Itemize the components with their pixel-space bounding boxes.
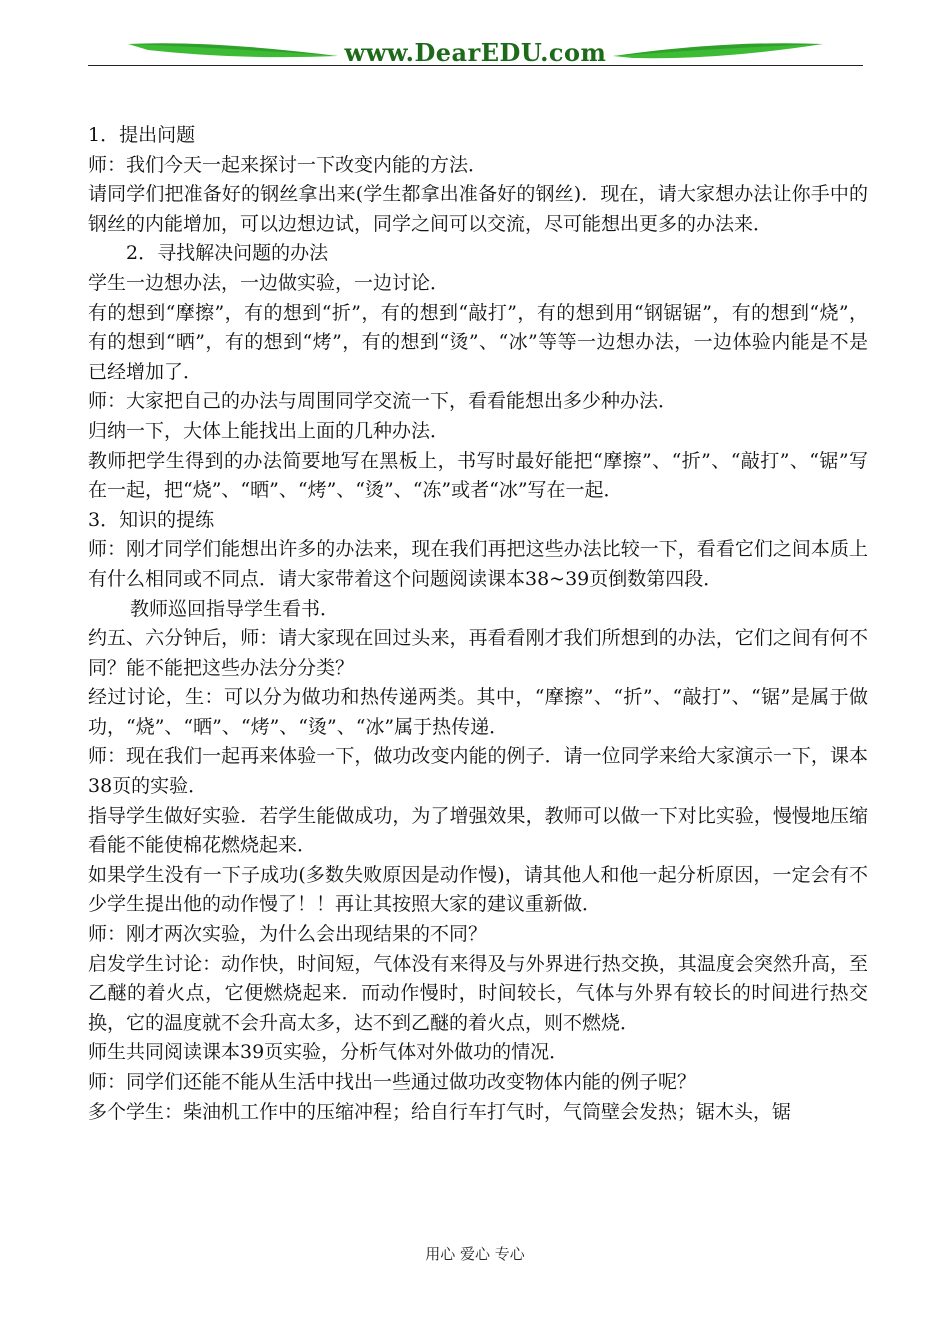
paragraph: 请同学们把准备好的钢丝拿出来(学生都拿出准备好的钢丝)．现在，请大家想办法让你手中的钢丝的内能增加，可以边想边试，同学之间可以交流，尽可能想出更多的办法来． — [88, 183, 868, 235]
paragraph: 教师把学生得到的办法简要地写在黑板上，书写时最好能把“摩擦”、“折”、“敲打”、“锯”写在一起，把“烧”、“晒”、“烤”、“烫”、“冻”或者“冰”写在一起． — [88, 449, 868, 502]
paragraph: 归纳一下，大体上能找出上面的几种办法． — [88, 419, 450, 442]
header-divider — [88, 65, 863, 66]
paragraph: 师：同学们还能不能从生活中找出一些通过做功改变物体内能的例子呢？ — [88, 1071, 697, 1093]
site-logo: www.DearEDU.com — [344, 38, 607, 67]
paragraph: 如果学生没有一下子成功(多数失败原因是动作慢)，请其他人和他一起分析原因，一定会有不少学生提出他的动作慢了！！再让其按照大家的建议重新做． — [88, 863, 868, 916]
paragraph: 启发学生讨论：动作快，时间短，气体没有来得及与外界进行热交换，其温度会突然升高，至乙醚的着火点，它便燃烧起来．而动作慢时，时间较长，气体与外界有较长的时间进行热交换，它的温度就不会升高太多，达不到乙醚的着火点，则不燃烧． — [88, 952, 868, 1034]
paragraph: 教师巡回指导学生看书． — [130, 597, 340, 620]
document-body — [88, 121, 868, 1127]
page-footer: 用心 爱心 专心 — [425, 1245, 525, 1263]
paragraph: 师：刚才同学们能想出许多的办法来，现在我们再把这些办法比较一下，看看它们之间本质上有什么相同或不同点．请大家带着这个问题阅读课本38~39页倒数第四段． — [88, 538, 868, 590]
header-banner — [88, 34, 863, 78]
paragraph: 约五、六分钟后，师：请大家现在回过头来，再看看刚才我们所想到的办法，它们之间有何不同？能不能把这些办法分分类？ — [88, 627, 868, 679]
paragraph: 多个学生：柴油机工作中的压缩冲程；给自行车打气时，气筒壁会发热；锯木头，锯 — [88, 1100, 792, 1123]
paragraph: 师：刚才两次实验，为什么会出现结果的不同？ — [88, 923, 488, 946]
paragraph: 师生共同阅读课本39页实验，分析气体对外做功的情况． — [88, 1041, 569, 1064]
paragraph: 师：现在我们一起再来体验一下，做功改变内能的例子．请一位同学来给大家演示一下，课本38页的实验． — [88, 745, 868, 798]
paragraph: 经过讨论，生：可以分为做功和热传递两类。其中，“摩擦”、“折”、“敲打”、“锯”是属于做功，“烧”、“晒”、“烤”、“烫”、“冰”属于热传递． — [88, 686, 868, 738]
paragraph: 1．提出问题 — [88, 124, 196, 146]
paragraph: 师：大家把自己的办法与周围同学交流一下，看看能想出多少种办法． — [88, 390, 678, 413]
paragraph: 有的想到“摩擦”，有的想到“折”，有的想到“敲打”，有的想到用“钢锯锯”，有的想到“烧”，有的想到“晒”，有的想到“烤”，有的想到“烫”、“冰”等等一边想办法，一边体验内能是不是已经增加了． — [88, 301, 868, 383]
paragraph: 师：我们今天一起来探讨一下改变内能的方法． — [88, 153, 488, 176]
paragraph: 学生一边想办法，一边做实验，一边讨论． — [88, 271, 450, 294]
paragraph: 3．知识的提练 — [88, 508, 215, 531]
paragraph: 2．寻找解决问题的办法 — [126, 242, 329, 265]
paragraph: 指导学生做好实验．若学生能做成功，为了增强效果，教师可以做一下对比实验，慢慢地压缩看能不能使棉花燃烧起来． — [88, 804, 868, 857]
